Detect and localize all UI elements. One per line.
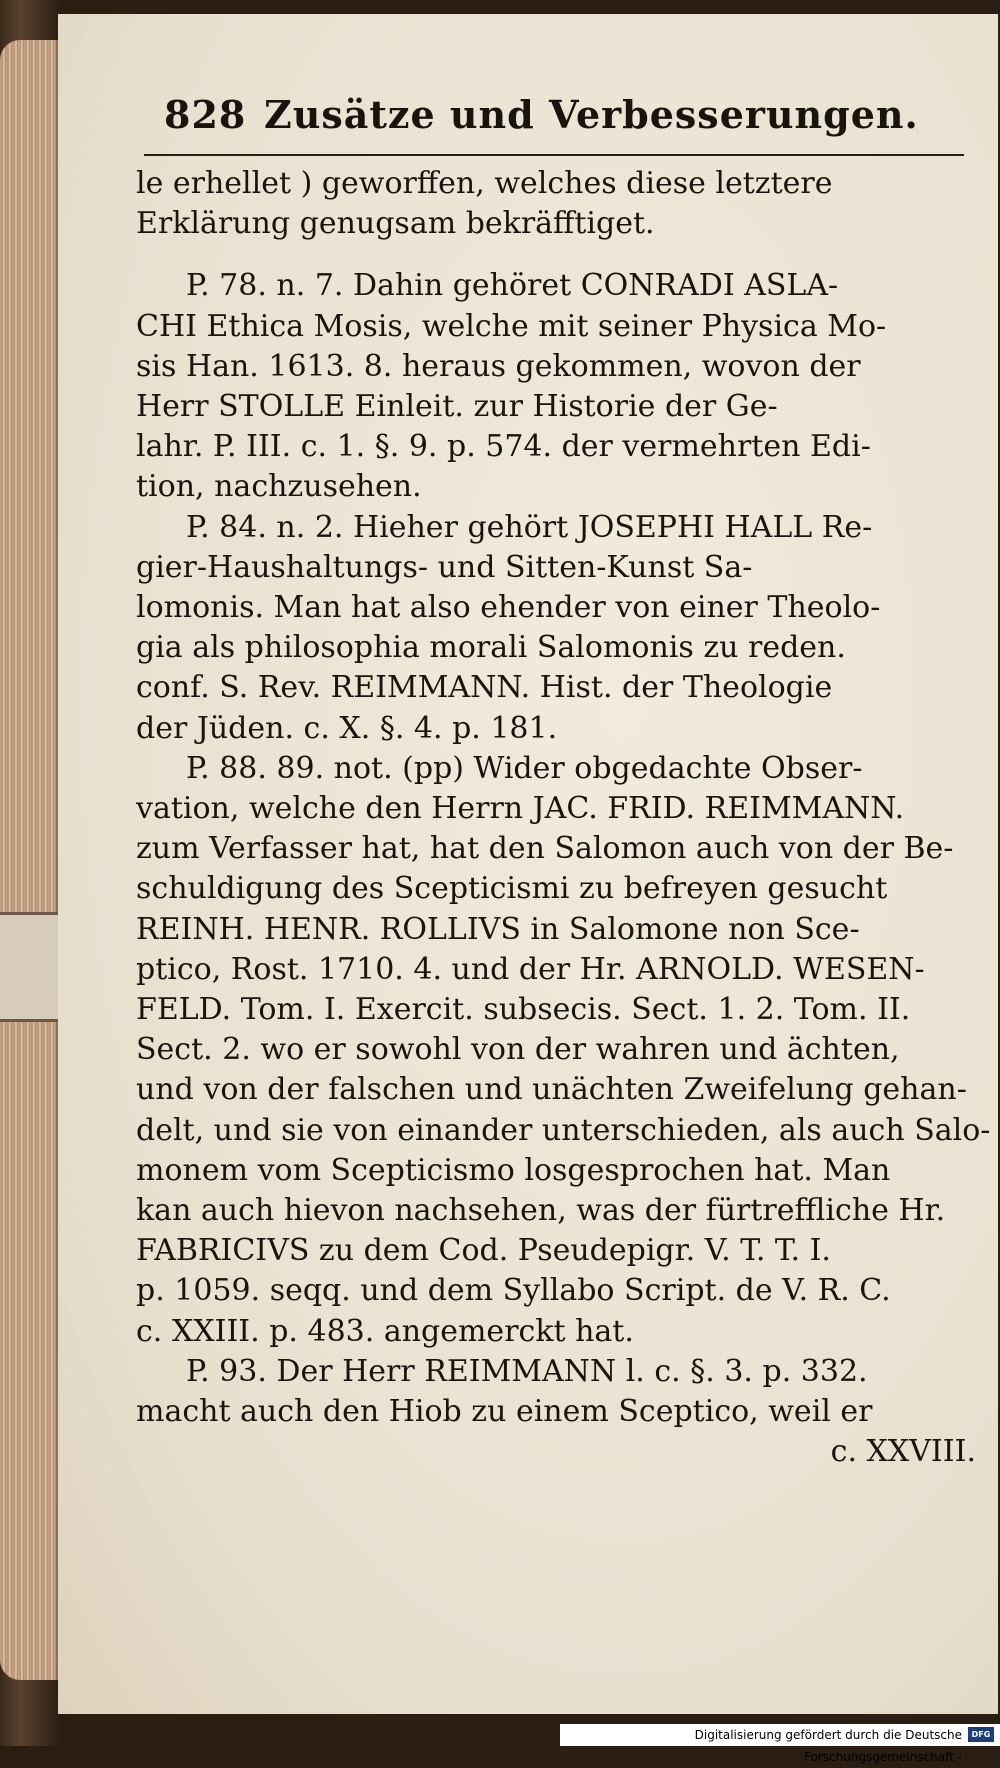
- text-line: P. 93. Der Herr REIMMANN l. c. §. 3. p. 332.: [186, 1353, 868, 1389]
- text-line: le erhellet ) geworffen, welches diese letztere: [136, 166, 833, 201]
- text-line: kan auch hievon nachsehen, was der fürtreffliche Hr.: [136, 1193, 946, 1229]
- page-number: 828: [164, 92, 247, 137]
- text-line: gia als philosophia morali Salomonis zu reden.: [136, 630, 846, 666]
- text-line: P. 88. 89. not. (pp) Wider obgedachte Obser-: [186, 750, 863, 786]
- text-line: macht auch den Hiob zu einem Sceptico, weil er: [136, 1394, 873, 1430]
- text-line: FABRICIVS zu dem Cod. Pseudepigr. V. T. T. I.: [136, 1233, 831, 1269]
- text-line: sis Han. 1613. 8. heraus gekommen, wovon der: [136, 348, 861, 384]
- text-line: tion, nachzusehen.: [136, 469, 422, 505]
- paragraph-p93: [136, 1352, 976, 1432]
- catchword: [136, 1432, 976, 1472]
- text-line: Sect. 2. wo er sowohl von der wahren und ächten,: [136, 1032, 900, 1068]
- text-line: schuldigung des Scepticismi zu befreyen gesucht: [136, 871, 888, 907]
- text-line: conf. S. Rev. REIMMANN. Hist. der Theologie: [136, 670, 833, 706]
- running-header: [164, 92, 964, 152]
- text-line: der Jüden. c. X. §. 4. p. 181.: [136, 710, 558, 746]
- text-line: P. 84. n. 2. Hieher gehört JOSEPHI HALL Re-: [186, 509, 873, 545]
- text-line: REINH. HENR. ROLLIVS in Salomone non Sce-: [136, 911, 860, 947]
- book-page: [58, 14, 998, 1714]
- text-line: lahr. P. III. c. 1. §. 9. p. 574. der vermehrten Edi-: [136, 429, 871, 465]
- paragraph-p84: [136, 508, 976, 749]
- text-line: delt, und sie von einander unterschieden, als auch Salo-: [136, 1112, 991, 1148]
- text-line: Erklärung genugsam bekräfftiget.: [136, 206, 655, 242]
- text-line: ptico, Rost. 1710. 4. und der Hr. ARNOLD. WESEN-: [136, 951, 925, 987]
- text-line: P. 78. n. 7. Dahin gehöret CONRADI ASLA-: [186, 268, 839, 304]
- running-title: Zusätze und Verbesserungen.: [264, 92, 919, 137]
- text-line: vation, welche den Herrn JAC. FRID. REIMMANN.: [136, 791, 905, 827]
- text-line: lomonis. Man hat also ehender von einer Theolo-: [136, 590, 881, 626]
- catchword-text: c. XXVIII.: [830, 1434, 976, 1470]
- digitization-credit: [560, 1724, 1000, 1764]
- text-line: zum Verfasser hat, hat den Salomon auch von der Be-: [136, 831, 954, 867]
- text-line: und von der falschen und unächten Zweifelung gehan-: [136, 1072, 967, 1108]
- paragraph-p88: [136, 749, 991, 1352]
- text-line: CHI Ethica Mosis, welche mit seiner Physica Mo-: [136, 308, 887, 344]
- header-rule: [144, 154, 964, 156]
- text-line: p. 1059. seqq. und dem Syllabo Script. de V. R. C.: [136, 1273, 891, 1309]
- text-line: gier-Haushaltungs- und Sitten-Kunst Sa-: [136, 549, 753, 585]
- text-line: monem vom Scepticismo losgesprochen hat. Man: [136, 1152, 891, 1188]
- text-line: FELD. Tom. I. Exercit. subsecis. Sect. 1. 2. Tom. II.: [136, 992, 911, 1028]
- text-line: c. XXIII. p. 483. angemerckt hat.: [136, 1313, 634, 1349]
- paragraph-continuation: [136, 164, 976, 244]
- dfg-logo-icon: DFG: [968, 1727, 994, 1742]
- paragraph-p78: [136, 266, 976, 507]
- page-body: [136, 164, 991, 1473]
- credit-text: Digitalisierung gefördert durch die Deutsche Forschungsgemeinschaft -: [694, 1728, 962, 1764]
- text-line: Herr STOLLE Einleit. zur Historie der Ge-: [136, 389, 778, 425]
